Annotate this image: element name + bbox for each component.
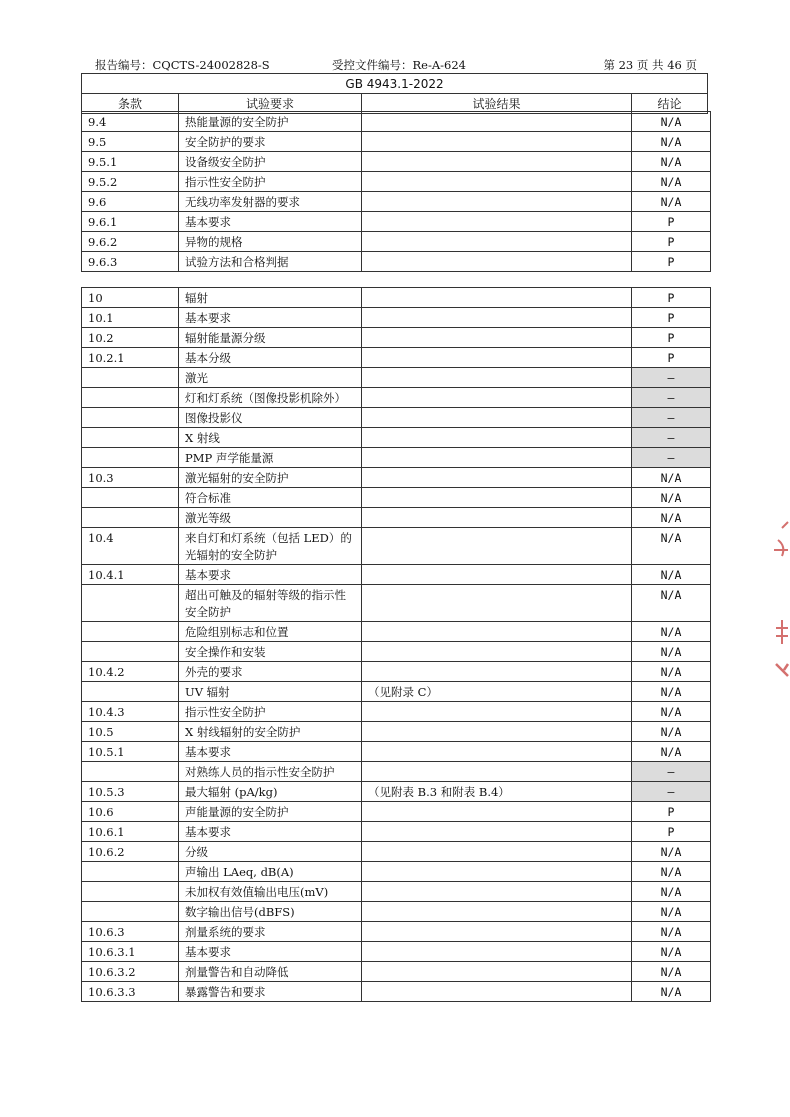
- clause-cell: [82, 642, 179, 662]
- table-row: [82, 212, 711, 232]
- requirement-cell: 激光等级: [179, 508, 362, 528]
- result-cell: [362, 585, 632, 622]
- verdict-cell: P: [632, 308, 711, 328]
- table-row: [82, 702, 711, 722]
- clause-cell: 9.6: [82, 192, 179, 212]
- controlled-document-number: 受控文件编号：Re-A-624: [332, 58, 466, 72]
- verdict-cell: N/A: [632, 152, 711, 172]
- result-cell: [362, 112, 632, 132]
- clause-cell: 10.4.1: [82, 565, 179, 585]
- verdict-cell: N/A: [632, 962, 711, 982]
- table-row: [82, 172, 711, 192]
- requirement-cell: UV 辐射: [179, 682, 362, 702]
- clause-cell: 10.3: [82, 468, 179, 488]
- result-cell: [362, 862, 632, 882]
- verdict-cell: P: [632, 348, 711, 368]
- result-cell: [362, 982, 632, 1002]
- column-header-clause: 条款: [82, 94, 179, 114]
- table-row: [82, 902, 711, 922]
- clause-cell: 10.5: [82, 722, 179, 742]
- table-row: [82, 192, 711, 212]
- verdict-cell: N/A: [632, 882, 711, 902]
- seal-stamp-fragment: [768, 520, 790, 680]
- clause-cell: 10.4: [82, 528, 179, 565]
- clause-cell: 9.5.2: [82, 172, 179, 192]
- verdict-cell: P: [632, 802, 711, 822]
- verdict-cell: N/A: [632, 842, 711, 862]
- clause-cell: 10.2: [82, 328, 179, 348]
- clause-cell: [82, 428, 179, 448]
- result-cell: [362, 428, 632, 448]
- result-cell: [362, 508, 632, 528]
- requirement-cell: 外壳的要求: [179, 662, 362, 682]
- requirement-cell: 热能量源的安全防护: [179, 112, 362, 132]
- result-cell: [362, 622, 632, 642]
- table-row: [82, 622, 711, 642]
- verdict-cell: N/A: [632, 112, 711, 132]
- table-row: [82, 368, 711, 388]
- verdict-cell: N/A: [632, 942, 711, 962]
- clause-cell: 10.2.1: [82, 348, 179, 368]
- table-row: [82, 822, 711, 842]
- verdict-cell: P: [632, 252, 711, 272]
- verdict-cell: N/A: [632, 922, 711, 942]
- clause-cell: 10.6.3.3: [82, 982, 179, 1002]
- page-number: 第 23 页 共 46 页: [603, 58, 697, 72]
- result-cell: [362, 662, 632, 682]
- table-row: [82, 152, 711, 172]
- requirement-cell: 剂量系统的要求: [179, 922, 362, 942]
- result-cell: [362, 448, 632, 468]
- requirement-cell: 基本要求: [179, 308, 362, 328]
- result-cell: [362, 942, 632, 962]
- requirement-cell: 安全防护的要求: [179, 132, 362, 152]
- verdict-cell: N/A: [632, 488, 711, 508]
- result-cell: [362, 172, 632, 192]
- clause-cell: 10.6.3: [82, 922, 179, 942]
- table-row: [82, 132, 711, 152]
- table-row: [82, 528, 711, 565]
- result-cell: [362, 822, 632, 842]
- verdict-cell: N/A: [632, 902, 711, 922]
- table-row: [82, 508, 711, 528]
- clause-cell: 10.6: [82, 802, 179, 822]
- requirement-cell: X 射线: [179, 428, 362, 448]
- table-row: [82, 922, 711, 942]
- result-cell: （见附录 C）: [362, 682, 632, 702]
- table-row: [82, 762, 711, 782]
- result-cell: [362, 212, 632, 232]
- requirement-cell: PMP 声学能量源: [179, 448, 362, 468]
- clause-cell: 9.5: [82, 132, 179, 152]
- verdict-cell: —: [632, 388, 711, 408]
- clause-cell: [82, 368, 179, 388]
- result-cell: [362, 565, 632, 585]
- clause-cell: 10.4.2: [82, 662, 179, 682]
- requirement-cell: 图像投影仪: [179, 408, 362, 428]
- clause-cell: [82, 862, 179, 882]
- verdict-cell: P: [632, 288, 711, 308]
- table-row: [82, 468, 711, 488]
- table-row: [82, 288, 711, 308]
- requirement-cell: 来自灯和灯系统（包括 LED）的光辐射的安全防护: [179, 528, 362, 565]
- table-row: [82, 942, 711, 962]
- result-cell: [362, 702, 632, 722]
- table-row: [82, 642, 711, 662]
- result-cell: [362, 132, 632, 152]
- clause-cell: 10.6.1: [82, 822, 179, 842]
- clause-cell: 10.5.1: [82, 742, 179, 762]
- verdict-cell: —: [632, 428, 711, 448]
- clause-cell: [82, 902, 179, 922]
- verdict-cell: N/A: [632, 585, 711, 622]
- result-cell: [362, 232, 632, 252]
- result-cell: [362, 252, 632, 272]
- result-cell: [362, 468, 632, 488]
- page-header: [95, 57, 697, 73]
- report-number: 报告编号：CQCTS-24002828-S: [95, 58, 270, 72]
- clause-cell: 9.6.3: [82, 252, 179, 272]
- clause-cell: 9.4: [82, 112, 179, 132]
- table-row: [82, 882, 711, 902]
- verdict-cell: —: [632, 368, 711, 388]
- result-cell: [362, 348, 632, 368]
- table-row: [82, 408, 711, 428]
- table-row: [82, 488, 711, 508]
- requirement-cell: 剂量警告和自动降低: [179, 962, 362, 982]
- requirement-cell: 符合标准: [179, 488, 362, 508]
- result-cell: [362, 742, 632, 762]
- requirement-cell: 辐射: [179, 288, 362, 308]
- result-cell: [362, 308, 632, 328]
- clause-cell: 9.6.1: [82, 212, 179, 232]
- clause-cell: 9.5.1: [82, 152, 179, 172]
- clause-cell: [82, 585, 179, 622]
- requirement-cell: 未加权有效值输出电压(mV): [179, 882, 362, 902]
- clause-cell: 10.6.3.2: [82, 962, 179, 982]
- requirement-cell: 数字输出信号(dBFS): [179, 902, 362, 922]
- requirement-cell: 无线功率发射器的要求: [179, 192, 362, 212]
- requirement-cell: 指示性安全防护: [179, 172, 362, 192]
- clause-cell: [82, 448, 179, 468]
- requirement-cell: 分级: [179, 842, 362, 862]
- table-row: [82, 662, 711, 682]
- table-row: [82, 742, 711, 762]
- result-cell: [362, 408, 632, 428]
- clause-cell: 10.5.3: [82, 782, 179, 802]
- clause-cell: [82, 408, 179, 428]
- result-cell: （见附表 B.3 和附表 B.4）: [362, 782, 632, 802]
- clause-cell: [82, 882, 179, 902]
- clause-table-10: [81, 287, 711, 1002]
- verdict-cell: P: [632, 822, 711, 842]
- clause-cell: [82, 762, 179, 782]
- verdict-cell: N/A: [632, 192, 711, 212]
- clause-cell: [82, 488, 179, 508]
- table-row: [82, 585, 711, 622]
- requirement-cell: 试验方法和合格判据: [179, 252, 362, 272]
- requirement-cell: 对熟练人员的指示性安全防护: [179, 762, 362, 782]
- table-row: [82, 308, 711, 328]
- clause-cell: 10.4.3: [82, 702, 179, 722]
- requirement-cell: 最大辐射 (pA/kg): [179, 782, 362, 802]
- result-cell: [362, 368, 632, 388]
- clause-cell: 10.6.2: [82, 842, 179, 862]
- table-row: [82, 428, 711, 448]
- verdict-cell: N/A: [632, 642, 711, 662]
- standard-title: GB 4943.1-2022: [82, 74, 708, 94]
- requirement-cell: 危险组别标志和位置: [179, 622, 362, 642]
- column-header-requirement: 试验要求: [179, 94, 362, 114]
- table-row: [82, 682, 711, 702]
- result-cell: [362, 842, 632, 862]
- verdict-cell: N/A: [632, 565, 711, 585]
- requirement-cell: 基本要求: [179, 942, 362, 962]
- verdict-cell: N/A: [632, 682, 711, 702]
- verdict-cell: N/A: [632, 862, 711, 882]
- requirement-cell: X 射线辐射的安全防护: [179, 722, 362, 742]
- verdict-cell: N/A: [632, 172, 711, 192]
- table-header: [81, 73, 708, 114]
- table-row: [82, 982, 711, 1002]
- verdict-cell: P: [632, 328, 711, 348]
- requirement-cell: 基本要求: [179, 822, 362, 842]
- verdict-cell: N/A: [632, 528, 711, 565]
- table-row: [82, 722, 711, 742]
- table-row: [82, 328, 711, 348]
- table-row: [82, 252, 711, 272]
- verdict-cell: —: [632, 762, 711, 782]
- clause-cell: [82, 682, 179, 702]
- requirement-cell: 暴露警告和要求: [179, 982, 362, 1002]
- result-cell: [362, 528, 632, 565]
- result-cell: [362, 288, 632, 308]
- requirement-cell: 异物的规格: [179, 232, 362, 252]
- verdict-cell: N/A: [632, 742, 711, 762]
- clause-table-9: [81, 111, 711, 272]
- result-cell: [362, 722, 632, 742]
- result-cell: [362, 762, 632, 782]
- requirement-cell: 安全操作和安装: [179, 642, 362, 662]
- table-row: [82, 112, 711, 132]
- requirement-cell: 指示性安全防护: [179, 702, 362, 722]
- verdict-cell: P: [632, 232, 711, 252]
- requirement-cell: 激光: [179, 368, 362, 388]
- result-cell: [362, 388, 632, 408]
- result-cell: [362, 328, 632, 348]
- result-cell: [362, 882, 632, 902]
- verdict-cell: N/A: [632, 468, 711, 488]
- requirement-cell: 声能量源的安全防护: [179, 802, 362, 822]
- requirement-cell: 激光辐射的安全防护: [179, 468, 362, 488]
- verdict-cell: N/A: [632, 508, 711, 528]
- table-row: [82, 565, 711, 585]
- requirement-cell: 基本要求: [179, 742, 362, 762]
- table-row: [82, 962, 711, 982]
- verdict-cell: P: [632, 212, 711, 232]
- result-cell: [362, 962, 632, 982]
- requirement-cell: 基本分级: [179, 348, 362, 368]
- column-header-result: 试验结果: [362, 94, 632, 114]
- result-cell: [362, 642, 632, 662]
- clause-cell: [82, 388, 179, 408]
- clause-cell: 9.6.2: [82, 232, 179, 252]
- verdict-cell: —: [632, 448, 711, 468]
- table-row: [82, 782, 711, 802]
- requirement-cell: 超出可触及的辐射等级的指示性安全防护: [179, 585, 362, 622]
- column-header-verdict: 结论: [632, 94, 708, 114]
- clause-cell: 10.6.3.1: [82, 942, 179, 962]
- clause-cell: 10.1: [82, 308, 179, 328]
- clause-cell: [82, 508, 179, 528]
- table-row: [82, 388, 711, 408]
- table-row: [82, 232, 711, 252]
- result-cell: [362, 902, 632, 922]
- clause-cell: 10: [82, 288, 179, 308]
- requirement-cell: 基本要求: [179, 212, 362, 232]
- result-cell: [362, 488, 632, 508]
- requirement-cell: 设备级安全防护: [179, 152, 362, 172]
- table-row: [82, 802, 711, 822]
- verdict-cell: N/A: [632, 662, 711, 682]
- requirement-cell: 辐射能量源分级: [179, 328, 362, 348]
- table-row: [82, 448, 711, 468]
- requirement-cell: 基本要求: [179, 565, 362, 585]
- table-row: [82, 842, 711, 862]
- table-row: [82, 348, 711, 368]
- result-cell: [362, 922, 632, 942]
- result-cell: [362, 152, 632, 172]
- verdict-cell: N/A: [632, 702, 711, 722]
- verdict-cell: N/A: [632, 982, 711, 1002]
- result-cell: [362, 802, 632, 822]
- verdict-cell: N/A: [632, 722, 711, 742]
- verdict-cell: —: [632, 782, 711, 802]
- requirement-cell: 声输出 LAeq, dB(A): [179, 862, 362, 882]
- result-cell: [362, 192, 632, 212]
- requirement-cell: 灯和灯系统（图像投影机除外）: [179, 388, 362, 408]
- clause-cell: [82, 622, 179, 642]
- table-row: [82, 862, 711, 882]
- verdict-cell: —: [632, 408, 711, 428]
- verdict-cell: N/A: [632, 622, 711, 642]
- verdict-cell: N/A: [632, 132, 711, 152]
